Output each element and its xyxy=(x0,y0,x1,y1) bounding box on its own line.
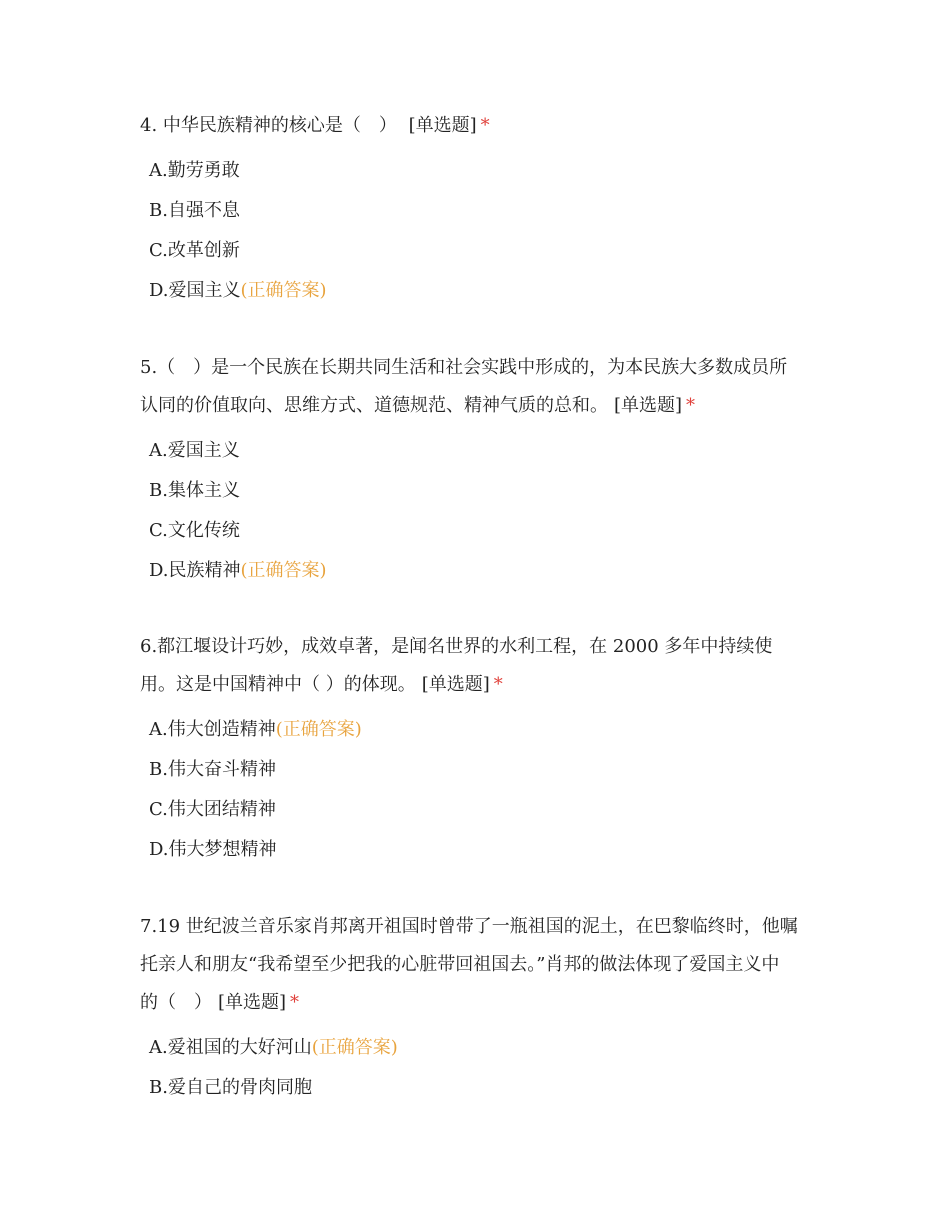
correct-answer-tag: (正确答案) xyxy=(275,719,362,740)
question-text: 4. 中华民族精神的核心是（ ） xyxy=(140,115,403,136)
option-list xyxy=(140,710,820,870)
question-text-line-1: 6.都江堰设计巧妙，成效卓著，是闻名世界的水利工程，在 2000 多年中持续使 xyxy=(140,636,773,657)
option-d: D.民族精神(正确答案) xyxy=(149,560,327,581)
question-title xyxy=(140,908,820,1022)
option-c: C.改革创新 xyxy=(149,240,240,261)
option-c: C.文化传统 xyxy=(149,520,240,541)
question-type: [单选题] xyxy=(218,992,287,1013)
required-mark: * xyxy=(290,992,300,1013)
option-d: D.爱国主义(正确答案) xyxy=(149,280,327,301)
question-text-line-1: 7.19 世纪波兰音乐家肖邦离开祖国时曾带了一瓶祖国的泥土，在巴黎临终时，他嘱 xyxy=(140,916,798,937)
option-b: B.集体主义 xyxy=(149,480,240,501)
option-a: A.爱国主义 xyxy=(149,440,240,461)
required-mark: * xyxy=(686,395,696,416)
option-a: A.爱祖国的大好河山(正确答案) xyxy=(149,1037,398,1058)
question-type: [单选题] xyxy=(614,395,683,416)
option-d: D.伟大梦想精神 xyxy=(149,839,277,860)
question-text-line-1: 5.（ ）是一个民族在长期共同生活和社会实践中形成的，为本民族大多数成员所 xyxy=(140,357,788,378)
question-5 xyxy=(140,349,820,591)
question-type: [单选题] xyxy=(408,115,477,136)
question-text-line-3: 的（ ） xyxy=(140,992,212,1013)
question-text-line-2: 用。这是中国精神中（ ）的体现。 xyxy=(140,674,416,695)
question-7 xyxy=(140,908,820,1108)
required-mark: * xyxy=(480,115,490,136)
question-4 xyxy=(140,107,820,311)
correct-answer-tag: (正确答案) xyxy=(311,1037,398,1058)
question-6 xyxy=(140,628,820,870)
question-text-line-2: 认同的价值取向、思维方式、道德规范、精神气质的总和。 xyxy=(140,395,608,416)
correct-answer-tag: (正确答案) xyxy=(240,560,327,581)
correct-answer-tag: (正确答案) xyxy=(240,280,327,301)
question-title xyxy=(140,107,820,145)
option-a: A.勤劳勇敢 xyxy=(149,160,240,181)
question-text-line-2: 托亲人和朋友“我希望至少把我的心脏带回祖国去。”肖邦的做法体现了爱国主义中 xyxy=(140,954,780,975)
option-a: A.伟大创造精神(正确答案) xyxy=(149,719,362,740)
option-b: B.爱自己的骨肉同胞 xyxy=(149,1077,312,1098)
question-title xyxy=(140,628,820,704)
question-title xyxy=(140,349,820,425)
option-list xyxy=(140,431,820,591)
option-c: C.伟大团结精神 xyxy=(149,799,276,820)
option-b: B.伟大奋斗精神 xyxy=(149,759,276,780)
option-b: B.自强不息 xyxy=(149,200,240,221)
option-list xyxy=(140,151,820,311)
option-list xyxy=(140,1028,820,1108)
required-mark: * xyxy=(493,674,503,695)
question-type: [单选题] xyxy=(421,674,490,695)
